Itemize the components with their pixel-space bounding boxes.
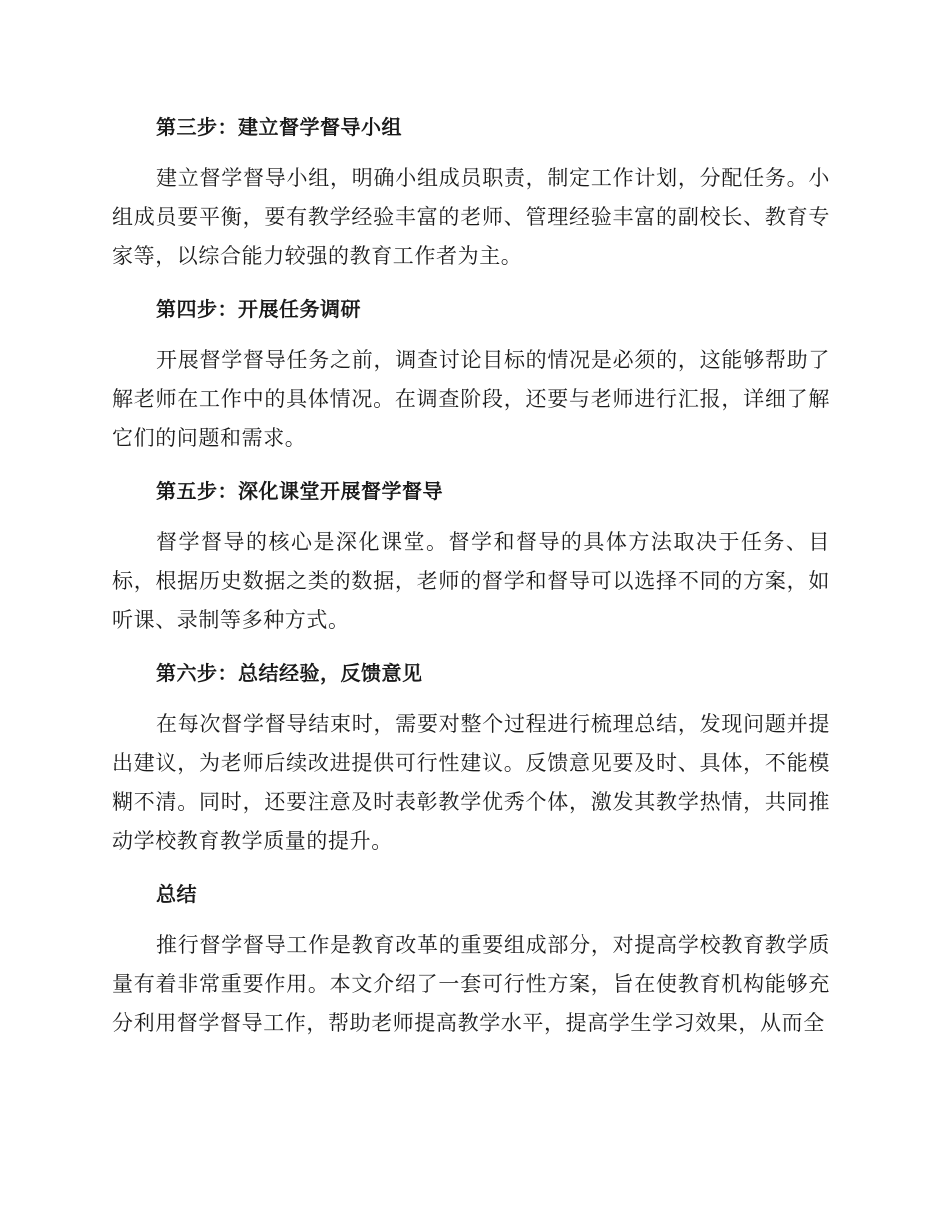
section-paragraph: 推行督学督导工作是教育改革的重要组成部分，对提高学校教育教学质量有着非常重要作用。本文介绍了一套可行性方案，旨在使教育机构能够充分利用督学督导工作，帮助老师提高教学水平，提高学生学习效果，从而全 <box>112 933 830 1035</box>
section-step-4 <box>112 289 830 458</box>
section-step-3 <box>112 107 830 276</box>
section-heading: 第五步：深化课堂开展督学督导 <box>156 479 443 503</box>
section-paragraph: 在每次督学督导结束时，需要对整个过程进行梳理总结，发现问题并提出建议，为老师后续改进提供可行性建议。反馈意见要及时、具体，不能模糊不清。同时，还要注意及时表彰教学优秀个体，激发其教学热情，共同推动学校教育教学质量的提升。 <box>112 712 830 853</box>
section-heading: 第三步：建立督学督导小组 <box>156 115 402 139</box>
section-step-5 <box>112 471 830 640</box>
section-paragraph: 建立督学督导小组，明确小组成员职责，制定工作计划，分配任务。小组成员要平衡，要有教学经验丰富的老师、管理经验丰富的副校长、教育专家等，以综合能力较强的教育工作者为主。 <box>112 166 830 268</box>
section-summary <box>112 874 830 1043</box>
section-step-6 <box>112 653 830 861</box>
document-page <box>112 107 830 1056</box>
section-heading: 第四步：开展任务调研 <box>156 297 361 321</box>
section-heading: 第六步：总结经验，反馈意见 <box>156 661 423 685</box>
section-paragraph: 督学督导的核心是深化课堂。督学和督导的具体方法取决于任务、目标，根据历史数据之类的数据，老师的督学和督导可以选择不同的方案，如听课、录制等多种方式。 <box>112 530 830 632</box>
section-paragraph: 开展督学督导任务之前，调查讨论目标的情况是必须的，这能够帮助了解老师在工作中的具体情况。在调查阶段，还要与老师进行汇报，详细了解它们的问题和需求。 <box>112 348 830 450</box>
section-heading: 总结 <box>156 882 197 906</box>
